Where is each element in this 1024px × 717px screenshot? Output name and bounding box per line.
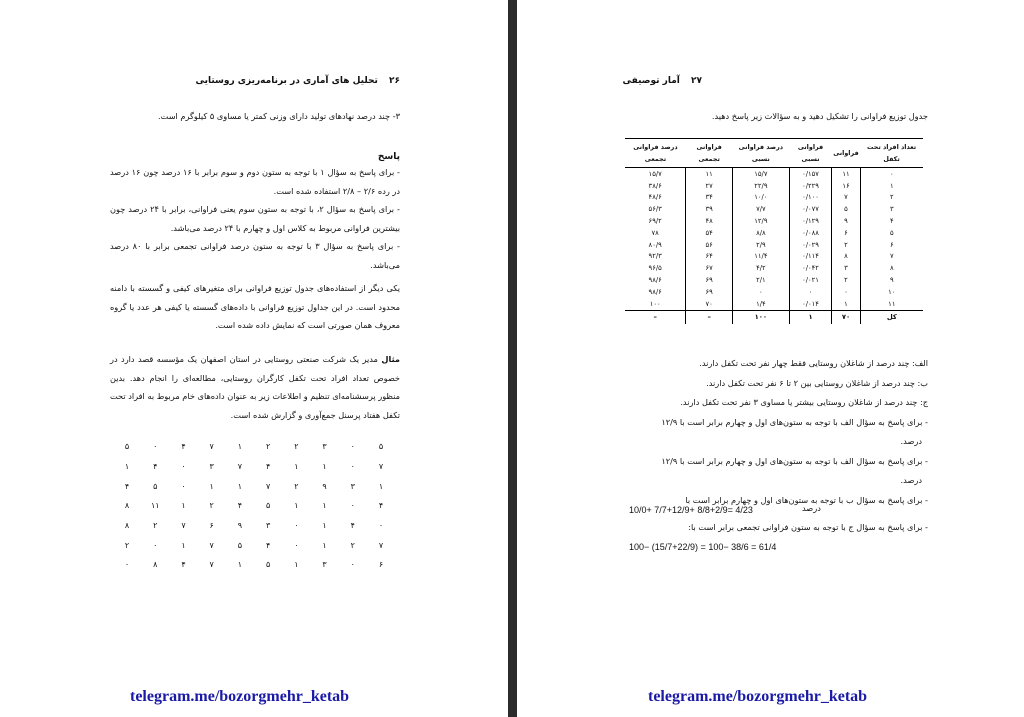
left-page [0,0,508,717]
col-frequency: فراوانی [832,139,860,168]
data-grid-cell: ۴ [181,560,186,570]
data-grid-cell: ۱ [294,462,299,472]
table-cell: ۲/۱ [732,274,789,286]
answer-4: - برای پاسخ به سؤال ج با توجه به ستون فراوانی تجمعی برابر است با: [688,522,928,532]
right-footer-link[interactable]: telegram.me/bozorgmehr_ketab [648,688,868,705]
table-cell: ۹۲/۳ [648,252,662,261]
table-cell: ۰/۰۴۲ [789,262,832,274]
data-grid-cell: ۱۱ [150,501,160,511]
data-grid-cell: ۷ [378,462,384,472]
data-grid-cell: ۰ [350,442,355,452]
data-grid-cell: ۴ [124,481,130,491]
table-row [625,298,923,310]
example-paragraph [110,350,400,424]
col-relative-frequency: فراوانی نسبی [789,139,832,168]
table-cell: ۰/۰۲۱ [789,274,832,286]
data-grid-cell: ۸ [124,501,130,511]
table-row [625,180,923,192]
table-cell: ۱۶ [832,180,860,192]
data-grid-cell: ۸ [124,521,130,531]
table-cell: ۷۰ [686,298,733,310]
table-row [625,227,923,239]
data-grid-cell: ۴ [265,540,271,550]
table-cell: ۵۶/۳ [648,205,662,214]
table-row [625,274,923,286]
answer-block [110,163,400,274]
table-row [625,215,923,227]
data-grid-cell: ۱ [322,540,327,550]
table-cell: ۳ [860,203,923,215]
question-a: الف: چند درصد از شاغلان روستایی فقط چهار نفر تحت تکفل دارند. [699,358,928,368]
table-cell: ۳۹ [686,203,733,215]
table-cell: ۶۹ [686,286,733,298]
table-row [625,262,923,274]
data-grid-cell: ۷ [378,540,384,550]
answer-title: پاسخ [377,152,400,162]
left-footer-link[interactable]: telegram.me/bozorgmehr_ketab [130,688,350,705]
data-grid-cell: ۲ [350,540,355,550]
answer-line-3: - برای پاسخ به سؤال ۳ با توجه به ستون درصد فراوانی تجمعی برابر با ۸۰ درصد می‌باشد. [110,241,400,270]
table-cell: ۵۶ [686,239,733,251]
paragraph-2: یکی دیگر از استفاده‌های جدول توزیع فراوانی برای متغیرهای کیفی و گسسته با دامنه محدود است. در این جداول توزیع فراوانی با داده‌های گسسته یا کیفی هر عدد یا گروه معروف همان صورتی است که نمایش داده شده است. [110,283,400,330]
data-grid-cell: ۷ [237,462,243,472]
example-label: مثال [381,354,400,364]
data-grid-cell: ۱ [322,462,327,472]
data-grid-cell: ۴ [378,501,384,511]
table-cell: ۶۹ [686,274,733,286]
data-grid-cell: ۰ [350,560,355,570]
data-grid-cell: ۸ [153,560,158,570]
data-grid-cell: ۰ [378,521,384,531]
table-cell: ۶ [832,227,860,239]
table-cell: ۱۰/۰ [732,192,789,204]
table-cell: ۴ [860,215,923,227]
table-cell: ۱/۴ [732,298,789,310]
table-cell: ۸ [832,251,860,263]
table-cell: ۰ [832,286,860,298]
answer-3: - برای پاسخ به سؤال ب با توجه به ستون‌های اول و چهارم برابر است با [685,494,928,505]
table-cell: ۲ [832,239,860,251]
data-grid-cell: ۱ [124,462,130,472]
table-cell: ۷۸ [651,228,659,237]
answer-line-1: - برای پاسخ به سؤال ۱ با توجه به ستون دوم و سوم برابر با ۱۶ درصد چون ۱۶ درصد در رده ۲/۶ – ۲/۸ استفاده شده است. [110,167,400,196]
table-cell: ۳۸/۶ [648,181,662,190]
table-cell: ۲ [832,274,860,286]
data-grid-cell: ۲ [265,442,271,452]
data-grid-cell: ۲ [209,501,214,511]
answer-2: - برای پاسخ به سؤال الف با توجه به ستون‌های اول و چهارم برابر است با ۱۲/۹ [661,455,928,466]
table-total-cell: کل [860,310,923,324]
right-page-header [623,76,702,86]
data-grid-cell: ۷ [265,481,271,491]
data-grid-cell: ۱ [294,501,299,511]
table-cell: ۹۸/۶ [648,276,662,285]
table-cell: ۳ [832,262,860,274]
data-grid-cell: ۴ [237,501,243,511]
table-cell: ۴/۲ [732,262,789,274]
table-cell: ۱۱ [860,298,923,310]
table-cell: ۱۰۰ [649,299,661,308]
table-cell: ۰/۰۱۴ [789,298,832,310]
data-grid-cell: ۱ [322,521,327,531]
table-cell: ۲/۹ [732,239,789,251]
data-grid-cell: ۰ [294,521,299,531]
data-grid-row [118,437,390,457]
data-grid-cell: ۳ [265,521,271,531]
data-grid-cell: ۰ [153,442,158,452]
data-grid-cell: ۶ [209,521,214,531]
questions-answers [618,354,928,510]
table-cell: ۴۸ [686,215,733,227]
table-total-cell: ۱۰۰ [732,310,789,324]
table-cell: ۱۱/۴ [732,251,789,263]
table-cell: ۸۰/۹ [648,240,662,249]
answer-2-unit: درصد. [900,475,922,485]
data-grid-row [118,496,390,516]
data-grid-cell: ۲ [294,481,299,491]
raw-data-grid [118,437,390,575]
table-cell: ۱۵/۷ [648,169,662,178]
table-cell: ۱۱ [832,168,860,180]
table-cell: ۴۸/۶ [648,193,662,202]
table-cell: ۷/۷ [732,203,789,215]
col-relative-frequency-percent: درصد فراوانی نسبی [732,139,789,168]
col-cumulative-frequency: فراوانی تجمعی [686,139,733,168]
question-c: ج: چند درصد از شاغلان روستایی بیشتر یا مساوی ۳ نفر تحت تکفل دارند. [680,397,928,407]
table-cell: ۰/۱۵۷ [789,168,832,180]
data-grid-cell: ۱ [181,501,186,511]
table-cell: ۶ [860,239,923,251]
answer-3-unit: درصد [802,503,821,513]
table-total-cell: ۱ [789,310,832,324]
table-cell: ۲ [860,192,923,204]
data-grid-cell: ۷ [181,521,186,531]
table-cell: ۸/۸ [732,227,789,239]
data-grid-cell: ۰ [181,481,186,491]
table-cell: ۱ [832,298,860,310]
data-grid-cell: ۱ [209,481,214,491]
table-row [625,239,923,251]
data-grid-cell: ۰ [181,462,186,472]
equation-2: 100− (15/7+22/9) = 100− 38/6 = 61/4 [629,542,777,552]
data-grid-cell: ۴ [181,442,186,452]
table-cell: ۵ [832,203,860,215]
data-grid-row [118,516,390,536]
table-total-row [625,310,923,324]
data-grid-row [118,555,390,575]
table-row [625,203,923,215]
page-gutter [508,0,517,717]
table-cell: ۰/۰۷۷ [789,203,832,215]
data-grid-cell: ۰ [350,501,355,511]
table-total-cell: – [625,310,686,324]
data-grid-cell: ۷ [209,442,214,452]
data-grid-row [118,535,390,555]
answer-line-2: - برای پاسخ به سؤال ۲، با توجه به ستون سوم یعنی فراوانی، برابر با ۲۴ درصد چون بیشترین فراوانی مربوط به کلاس اول و چهارم با ۲۴ درصد می‌باشد. [110,204,401,233]
table-cell: ۶۷ [686,262,733,274]
question-b: ب: چند درصد از شاغلان روستایی بین ۲ تا ۶ نفر تحت تکفل دارند. [706,377,928,388]
data-grid-cell: ۴ [265,462,271,472]
data-grid-cell: ۱ [237,442,243,452]
data-grid-cell: ۲ [124,540,130,550]
data-grid-cell: ۰ [153,540,158,550]
right-page-number: ۲۷ [691,76,702,86]
table-cell: ۰ [860,168,923,180]
table-cell: ۶۹/۲ [648,217,662,226]
data-grid-cell: ۵ [237,540,243,550]
data-grid-cell: ۹ [322,481,327,491]
data-grid-row [118,476,390,496]
data-grid-cell: ۰ [294,540,299,550]
right-page-title: آمار توصیفی [622,76,680,86]
table-cell: ۱۱ [686,168,733,180]
table-cell: ۱ [860,180,923,192]
table-header-row [625,139,923,168]
table-total-cell: ۷۰ [832,310,860,324]
data-grid-cell: ۵ [378,442,384,452]
data-grid-cell: ۵ [124,442,130,452]
data-grid-cell: ۵ [265,560,271,570]
data-grid-cell: ۳ [322,442,327,452]
table-cell: ۵ [860,227,923,239]
data-grid-cell: ۳ [209,462,214,472]
example-text: مدیر یک شرکت صنعتی روستایی در استان اصفهان یک مؤسسه قصد دارد در خصوص تعداد افراد تحت تکفل کارگران روستایی، مطالعه‌ای را انجام دهد. بدین منظور پرسشنامه‌ای تنظیم و اطلاعات زیر به عنوان داده‌های خام مربوط به افراد تحت تکفل هفتاد پرسنل جمع‌آوری و گزارش شده است. [110,354,400,420]
table-cell: ۹۶/۵ [648,264,662,273]
data-grid-cell: ۴ [350,521,355,531]
table-cell: ۹ [860,274,923,286]
table-cell: ۰/۲۲۹ [789,180,832,192]
equation-1: 10/0+ 7/7+12/9+ 8/8+2/9= 4/23 [629,505,753,515]
table-cell: ۱۰ [860,286,923,298]
answer-1-unit: درصد. [900,436,922,446]
table-cell: ۷ [860,251,923,263]
table-cell: ۰/۰۲۹ [789,239,832,251]
data-grid-cell: ۶ [378,560,384,570]
data-grid-cell: ۰ [124,560,130,570]
col-cumulative-percent: درصد فراوانی تجمعی [625,139,686,168]
table-cell: ۱۲/۹ [732,215,789,227]
table-cell: ۰/۰۸۸ [789,227,832,239]
data-grid-cell: ۷ [209,560,214,570]
data-grid-cell: ۳ [322,560,327,570]
table-cell: ۲۷ [686,180,733,192]
table-row [625,286,923,298]
data-grid-cell: ۱ [237,481,243,491]
table-row [625,192,923,204]
table-cell: ۸ [860,262,923,274]
data-grid-cell: ۱ [378,481,384,491]
data-grid-cell: ۱ [294,560,299,570]
table-total-cell: – [686,310,733,324]
data-grid-cell: ۵ [265,501,271,511]
table-cell: ۵۴ [686,227,733,239]
data-grid-cell: ۱ [322,501,327,511]
table-cell: ۹۸/۶ [648,287,662,296]
table-cell: ۰/۱۰۰ [789,192,832,204]
frequency-table [625,138,923,324]
data-grid-row [118,457,390,477]
table-cell: ۰ [732,286,789,298]
data-grid-cell: ۵ [153,481,158,491]
data-grid-cell: ۱ [237,560,243,570]
answer-1: - برای پاسخ به سؤال الف با توجه به ستون‌های اول و چهارم برابر است با ۱۲/۹ [661,416,928,427]
table-row [625,168,923,180]
data-grid-cell: ۲ [294,442,299,452]
table-cell: ۹ [832,215,860,227]
data-grid-cell: ۱ [181,540,186,550]
table-cell: ۲۲/۹ [732,180,789,192]
data-grid-cell: ۹ [237,521,243,531]
question-3: ۳- چند درصد نهادهای تولید دارای وزنی کمتر یا مساوی ۵ کیلوگرم است. [158,111,400,121]
table-cell: ۰/۱۲۹ [789,215,832,227]
table-cell: ۰ [789,286,832,298]
data-grid-cell: ۴ [153,462,158,472]
table-cell: ۶۴ [686,251,733,263]
table-body [625,168,923,324]
table-cell: ۰/۱۱۴ [789,251,832,263]
table-cell: ۱۵/۷ [732,168,789,180]
data-grid-cell: ۰ [350,462,355,472]
table-row [625,251,923,263]
data-grid-cell: ۳ [350,481,355,491]
table-cell: ۳۴ [686,192,733,204]
left-page-number: ۲۶ [389,76,400,86]
table-intro: جدول توزیع فراوانی را تشکیل دهید و به سؤالات زیر پاسخ دهید. [711,111,928,121]
table-cell: ۷ [832,192,860,204]
data-grid-cell: ۲ [153,521,158,531]
col-dependents: تعداد افراد تحت تکفل [860,139,923,168]
left-page-title: تحلیل های آماری در برنامه‌ریزی روستایی [195,76,378,86]
data-grid-cell: ۷ [209,540,214,550]
left-page-header [195,76,400,86]
